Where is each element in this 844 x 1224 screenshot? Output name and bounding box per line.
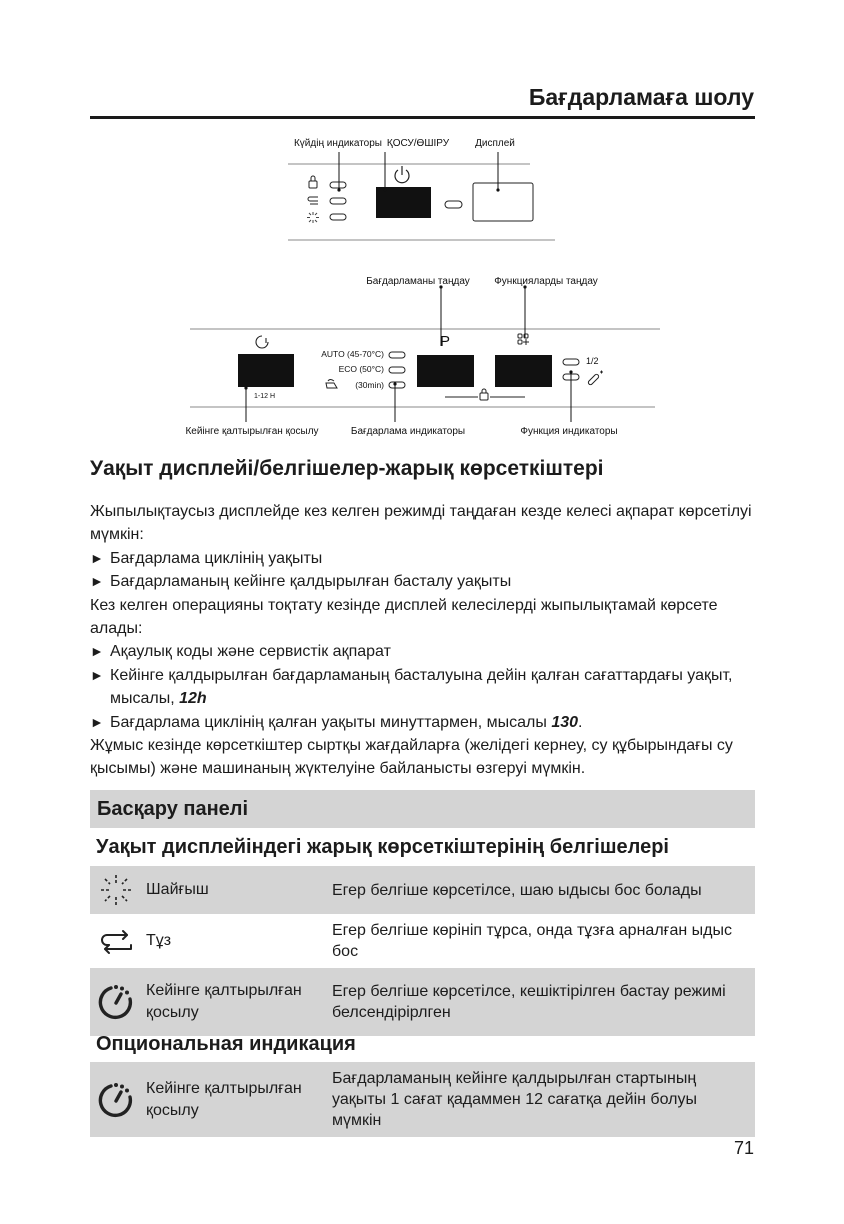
row-label: Кейінге қалтырылған қосылу xyxy=(146,1079,302,1119)
section-body xyxy=(90,500,760,781)
child-lock-icon xyxy=(480,389,488,400)
label-program-indicators: Бағдарлама индикаторы xyxy=(350,426,466,437)
optional-title: Опциональная индикация xyxy=(96,1033,356,1055)
power-icon xyxy=(395,166,409,183)
intro2-paragraph: Кез келген операцияны тоқтату кезінде дисплей келесілерді жыпылықтамай көрсете алады: xyxy=(90,596,718,638)
row-desc: Егер белгіше көрсетілсе, шаю ыдысы бос болады xyxy=(328,866,755,914)
middle-led xyxy=(445,201,462,208)
delay-button-shape xyxy=(238,354,294,387)
table-row xyxy=(90,968,755,1036)
icons-subtitle: Уақыт дисплейіндегі жарық көрсеткіштерінің белгішелері xyxy=(96,836,669,858)
label-power: ҚОСУ/ӨШІРУ xyxy=(386,138,450,149)
rinse-aid-indicator-icon xyxy=(307,212,319,223)
row-label: Шайғыш xyxy=(146,881,209,898)
label-program-select: Бағдарламаны таңдау xyxy=(366,276,470,287)
lock-icon xyxy=(309,176,317,188)
table-row xyxy=(90,914,755,968)
delay-clock-icon xyxy=(96,982,136,1022)
salt-arrows-icon xyxy=(96,921,136,961)
power-button-shape xyxy=(376,187,431,218)
function-icon xyxy=(518,334,529,345)
bullet-delay-time: ► Бағдарламаның кейінге қалдырылған басталу уақыты xyxy=(90,570,760,593)
example-12h: 12h xyxy=(179,690,207,708)
program-button-shape xyxy=(417,355,474,387)
row-desc: Егер белгіше көрсетілсе, кешіктірілген бастау режимі белсендірірлген xyxy=(328,968,755,1036)
row-desc: Бағдарламаның кейінге қалдырылған стартының уақыты 1 сағат қадаммен 12 сағатқа дейін болуы мүмкін xyxy=(328,1062,755,1137)
bullet-minutes-left: ► Бағдарлама циклінің қалған уақыты минуттармен, мысалы 130. xyxy=(90,711,760,734)
delay-range-label: 1-12 H xyxy=(254,393,276,400)
control-panel-title: Басқару панелі xyxy=(97,798,249,820)
label-function-select: Функцияларды таңдау xyxy=(494,276,598,287)
row-label: Кейінге қалтырылған қосылу xyxy=(146,982,302,1021)
row-label: Тұз xyxy=(146,932,172,949)
table-row xyxy=(90,866,755,914)
page-number: 71 xyxy=(733,1138,754,1158)
program-led-auto xyxy=(389,352,405,358)
delay-clock-icon xyxy=(96,1080,136,1120)
control-panel-band xyxy=(90,790,755,828)
label-display: Дисплей xyxy=(475,138,515,149)
extra-led xyxy=(330,214,346,220)
function-button-shape xyxy=(495,355,552,387)
salt-indicator-icon xyxy=(308,197,318,204)
delay-timer-icon xyxy=(256,336,268,348)
example-130: 130 xyxy=(551,713,579,731)
rinse-led xyxy=(330,198,346,204)
program-led-eco xyxy=(389,367,405,373)
section-title-display: Уақыт дисплейі/белгішелер-жарық көрсеткіштері xyxy=(90,457,604,480)
function-half-label: 1/2 xyxy=(586,356,599,366)
label-salt-indicator: Күйдің индикаторы xyxy=(293,138,383,149)
bullet-error-code: ► Ақаулық коды және сервистік ақпарат xyxy=(90,640,760,663)
intro-paragraph: Жыпылықтаусыз дисплейде кез келген режимді таңдаған кезде келесі ақпарат көрсетілуі мүмкін: xyxy=(90,503,752,544)
note-paragraph: Жұмыс кезінде көрсеткіштер сыртқы жағдайларға (желідегі кернеу, су құбырындағы су қысымы) және машинаның жүктелуіне байланысты өзгеруі мүмкін. xyxy=(90,737,733,778)
row-desc: Егер белгіше көрініп тұрса, онда тұзға арналған ыдыс бос xyxy=(332,922,732,960)
display-window xyxy=(473,183,533,221)
salt-led xyxy=(330,182,346,188)
control-panel-diagram xyxy=(0,0,844,450)
label-delayed-start-text: Кейінге қалтырылған қосылу xyxy=(185,426,319,437)
quick-program-icon xyxy=(326,380,337,389)
optional-table xyxy=(90,1062,755,1137)
program-eco: ECO (50°C) xyxy=(338,364,384,374)
program-led-quick xyxy=(389,382,405,388)
program-symbol: P xyxy=(439,333,451,350)
tablet-icon xyxy=(588,371,603,385)
page-header-title: Бағдарламаға шолу xyxy=(528,84,754,110)
function-led-half xyxy=(563,359,579,365)
label-function-indicators: Функция индикаторы xyxy=(520,426,618,437)
bullet-hours-left: ► Кейінге қалдырылған бағдарламаның басталуына дейін қалған сағаттардағы уақыт, мысалы, 12h xyxy=(90,664,760,711)
bullet-cycle-time: ► Бағдарлама циклінің уақыты xyxy=(90,547,760,570)
rinse-aid-sparkle-icon xyxy=(96,870,136,910)
table-row xyxy=(90,1062,755,1137)
icons-table xyxy=(90,866,755,1036)
program-quick: (30min) xyxy=(355,380,384,390)
program-auto: AUTO (45-70°C) xyxy=(321,349,384,359)
